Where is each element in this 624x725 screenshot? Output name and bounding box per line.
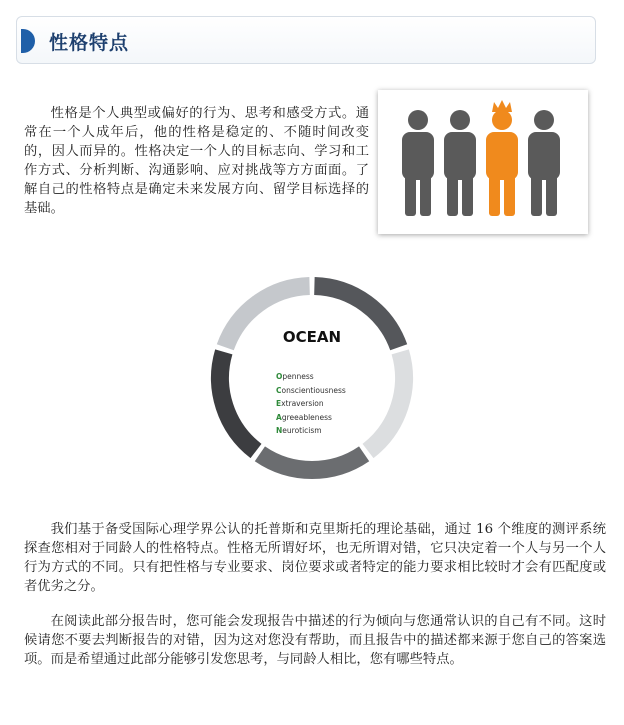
ocean-trait-list — [276, 370, 346, 438]
section-title: 性格特点 — [49, 32, 130, 54]
body-paragraph-1: 我们基于备受国际心理学界公认的托普斯和克里斯托的理论基础，通过 16 个维度的测评系统探查您相对于同龄人的性格特点。性格无所谓好坏，也无所谓对错，它只决定着一个人与另一个人行为方式的不同。只有把性格与专业要求、岗位要求或者特定的能力要求相比较时才会有匹配度或者优劣之分。 — [24, 522, 606, 594]
ring-segment-2 — [368, 352, 404, 451]
ring-segment-4 — [220, 352, 256, 451]
intro-paragraph: 性格是个人典型或偏好的行为、思考和感受方式。通常在一个人成年后，他的性格是稳定的、不随时间改变的，因人而异的。性格决定一个人的目标志向、学习和工作方式、分析判断、沟通影响、应对挑战等方方面面。了解自己的性格特点是确定未来发展方向、留学目标选择的基础。 — [24, 106, 369, 216]
person-figure-4 — [528, 110, 560, 216]
person-figure-1 — [402, 110, 434, 216]
trait-openness: Openness — [276, 372, 314, 381]
trait-neuroticism: Neuroticism — [276, 426, 322, 435]
people-illustration — [378, 90, 588, 234]
ocean-title: OCEAN — [282, 328, 342, 346]
trait-agreeableness: Agreeableness — [276, 412, 332, 422]
person-figure-highlighted — [486, 100, 518, 216]
trait-conscientiousness: Conscientiousness — [276, 385, 346, 395]
section-header — [16, 16, 596, 64]
ring-segment-3 — [260, 454, 364, 470]
trait-extraversion: Extraversion — [276, 399, 324, 408]
people-figures-icon — [378, 90, 588, 234]
body-paragraph-2: 在阅读此部分报告时，您可能会发现报告中描述的行为倾向与您通常认识的自己有不同。这时候请您不要去判断报告的对错，因为这对您没有帮助，而且报告中的描述都来源于您自己的答案选项。而是希望通过此部分能够引发您思考，与同龄人相比，您有哪些特点。 — [24, 614, 606, 667]
header-accent-tab — [21, 29, 35, 53]
person-figure-2 — [444, 110, 476, 216]
